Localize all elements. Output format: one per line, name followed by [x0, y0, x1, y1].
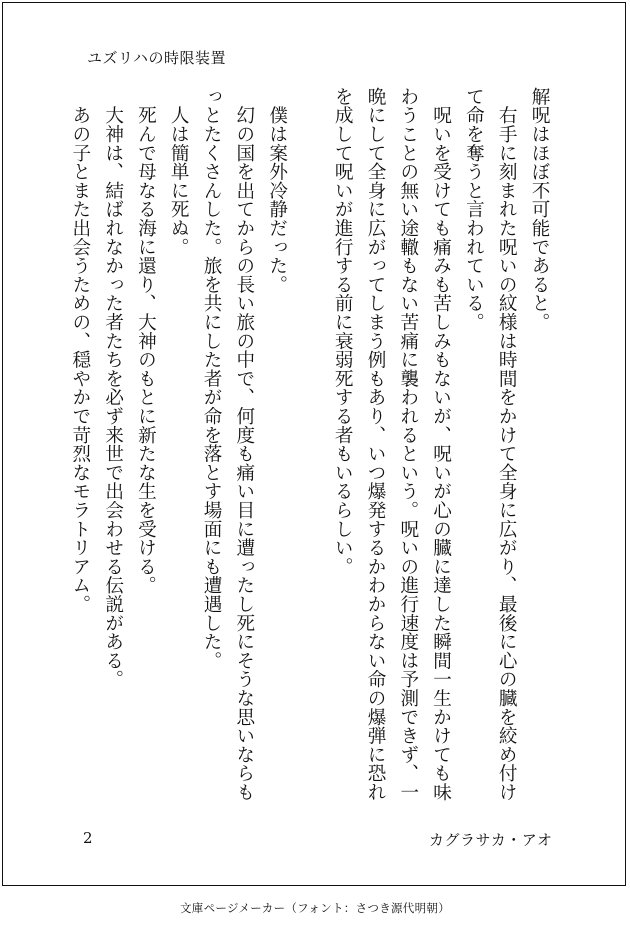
paragraph: あの子とまた出会うための、穏やかで苛烈なモラトリアム。 [69, 87, 91, 614]
paragraph: 呪いを受けても痛みも苦しみもないが、呪いが心の臓に達した瞬間一生かけても味わうことの無い途轍もない苦痛に襲われるという。呪いの進行速度は予測できず、一晩にして全身に広がってしまう例もあり、いつ爆発するかわからない命の爆弾に恐れを成して呪いが進行する前に衰弱死する者もいるらしい。 [332, 87, 452, 802]
paragraph: 幻の国を出てからの長い旅の中で、何度も痛い目に遭ったし死にそうな思いならもっとたくさんした。旅を共にした者が命を落とす場面にも遭遇した。 [201, 87, 255, 802]
vertical-body-text [69, 87, 555, 807]
paragraph: 右手に刻まれた呪いの紋様は時間をかけて全身に広がり、最後に心の臓を絞め付けて命を奪うと言われている。 [463, 87, 518, 802]
paragraph: 死んで母なる海に還り、大神のもとに新たな生を受ける。 [135, 87, 157, 595]
generator-credit: 文庫ページメーカー（フォント：さつき源代明朝） [179, 901, 451, 915]
paragraph: 僕は案外冷静だった。 [266, 87, 288, 294]
book-title: ユズリハの時限装置 [87, 49, 227, 67]
author-name: カグラサカ・アオ [429, 831, 553, 849]
page-frame [2, 2, 626, 886]
paragraph: 解呪はほぼ不可能であると。 [529, 87, 550, 332]
paragraph: 人は簡単に死ぬ。 [168, 87, 190, 257]
blank-line [293, 87, 326, 807]
paragraph: 大神は、結ばれなかった者たちを必ず来世で出会わせる伝説がある。 [102, 87, 124, 689]
page-number: 2 [83, 829, 93, 847]
